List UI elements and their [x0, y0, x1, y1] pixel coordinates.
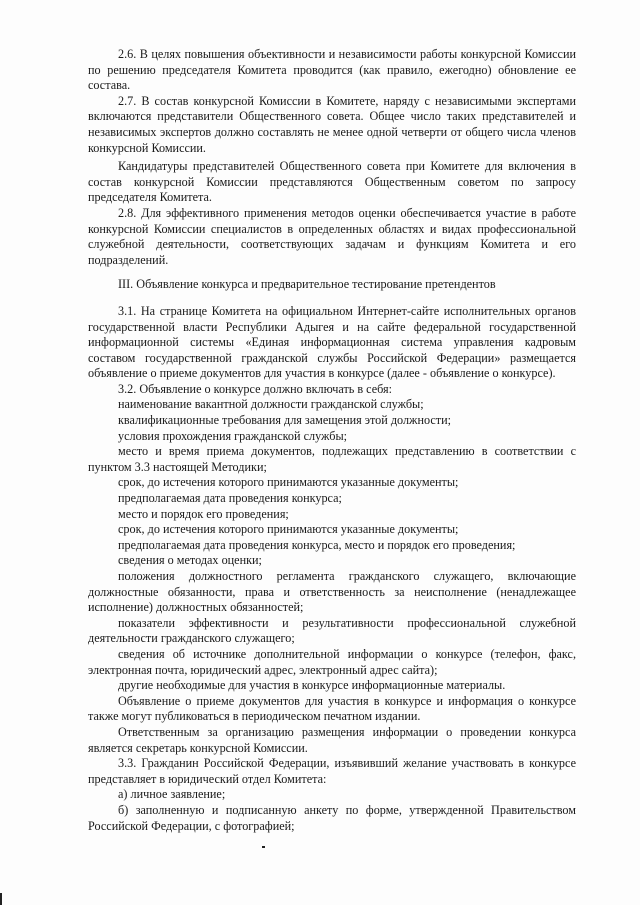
list-item: предполагаемая дата проведения конкурса, место и порядок его проведения;: [118, 537, 516, 552]
paragraph-announcement-publication: Объявление о приеме документов для участия в конкурсе и информация о конкурсе также могут публиковаться в периодическом печатном издании.: [88, 693, 576, 724]
paragraph-2-6: 2.6. В целях повышения объективности и независимости работы конкурсной Комиссии по решению председателя Комитета проводится (как правило, ежегодно) обновление ее состава.: [88, 47, 576, 93]
section-heading-iii: III. Объявление конкурса и предварительное тестирование претендентов: [118, 277, 496, 292]
list-item: место и порядок его проведения;: [118, 506, 289, 521]
paragraph-3-2: 3.2. Объявление о конкурсе должно включать в себя:: [118, 381, 393, 396]
scan-artifact-edge: [0, 893, 2, 905]
list-item: а) личное заявление;: [118, 787, 226, 802]
list-item: сведения об источнике дополнительной информации о конкурсе (телефон, факс, электронная почта, юридический адрес, электронный адрес сайта);: [88, 646, 576, 677]
list-item: условия прохождения гражданской службы;: [118, 428, 348, 443]
list-item: срок, до истечения которого принимаются указанные документы;: [118, 522, 459, 537]
paragraph-candidates: Кандидатуры представителей Общественного совета при Комитете для включения в состав конкурсной Комиссии представляются Общественным советом по запросу председателя Комитета.: [88, 159, 576, 205]
list-item: сведения о методах оценки;: [118, 553, 262, 568]
list-item: положения должностного регламента гражданского служащего, включающие должностные обязанности, права и ответственность за неисполнение (ненадлежащее исполнение) должностных обязанностей;: [88, 569, 576, 615]
paragraph-responsible: Ответственным за организацию размещения информации о проведении конкурса является секретарь конкурсной Комиссии.: [88, 724, 576, 755]
paragraph-2-7: 2.7. В состав конкурсной Комиссии в Комитете, наряду с независимыми экспертами включаются представители Общественного совета. Общее число таких представителей и независимых экспертов должно составлять не менее одной четверти от общего числа членов конкурсной Комиссии.: [88, 93, 576, 155]
list-item: б) заполненную и подписанную анкету по форме, утвержденной Правительством Российской Федерации, с фотографией;: [88, 802, 576, 833]
paragraph-3-1: 3.1. На странице Комитета на официальном Интернет-сайте исполнительных органов государственной власти Республики Адыгея и на сайте федеральной государственной информационной системы «Единая информационная система управления кадровым составом государственной гражданской службы Российской Федерации» размещается объявление о приеме документов для участия в конкурсе (далее - объявление о конкурсе).: [88, 303, 576, 381]
document-body: [88, 47, 576, 834]
list-item: квалификационные требования для замещения этой должности;: [118, 413, 452, 428]
list-item: показатели эффективности и результативности профессиональной служебной деятельности гражданского служащего;: [88, 615, 576, 646]
list-item: срок, до истечения которого принимаются указанные документы;: [118, 475, 459, 490]
paragraph-2-8: 2.8. Для эффективного применения методов оценки обеспечивается участие в работе конкурсной Комиссии специалистов в определенных областях и видах профессиональной служебной деятельности, соответствующих задачам и функциям Комитета и его подразделений.: [88, 205, 576, 267]
list-item: предполагаемая дата проведения конкурса;: [118, 491, 342, 506]
list-item: наименование вакантной должности гражданской службы;: [118, 397, 424, 412]
list-item: другие необходимые для участия в конкурсе информационные материалы.: [118, 678, 506, 693]
scan-artifact-mark: [262, 846, 265, 848]
paragraph-3-3: 3.3. Гражданин Российской Федерации, изъявивший желание участвовать в конкурсе представляет в юридический отдел Комитета:: [88, 756, 576, 786]
list-item: место и время приема документов, подлежащих представлению в соответствии с пунктом 3.3 настоящей Методики;: [88, 444, 576, 474]
